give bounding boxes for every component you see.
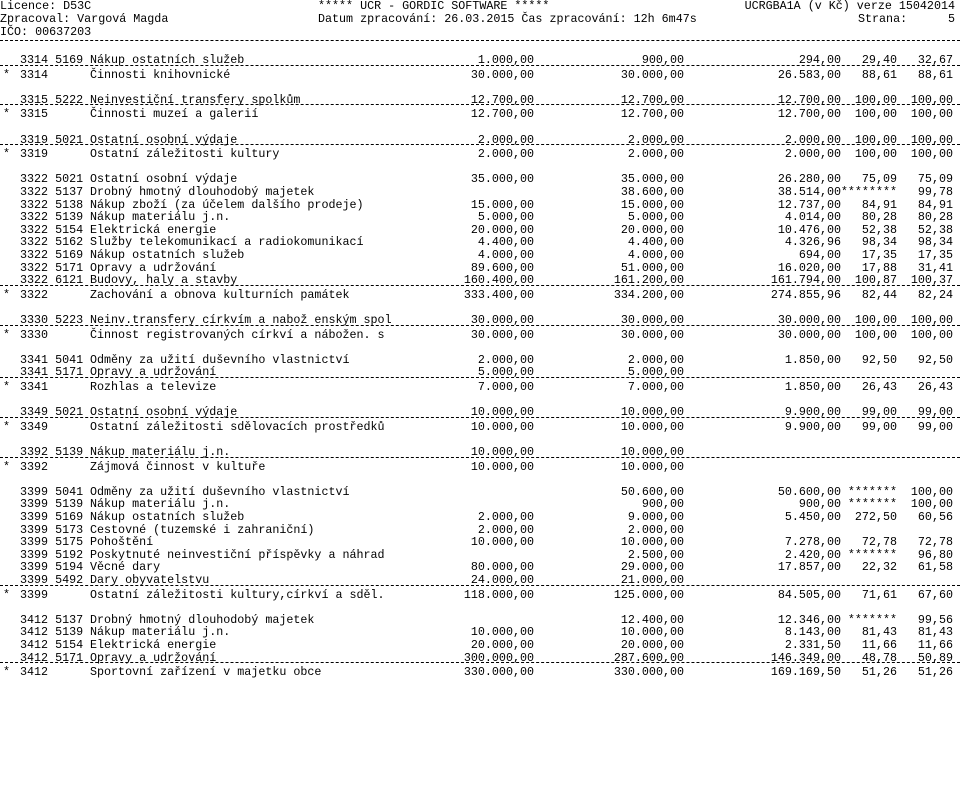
row-description: Zachování a obnova kulturních památek (90, 287, 350, 302)
adjusted-budget: 2.000,00 (627, 147, 684, 162)
row-code: 3412 5139 (20, 625, 84, 640)
approved-budget: 1.000,00 (477, 53, 534, 67)
approved-budget: 35.000,00 (470, 172, 534, 187)
row-description: Ostatní osobní výdaje (90, 405, 238, 420)
row-description: Ostatní osobní výdaje (90, 132, 238, 147)
percent-of-adjusted: 72,78 (917, 535, 953, 550)
percent-of-approved: 11,66 (861, 638, 897, 652)
actual-spending: 2.000,00 (784, 147, 841, 162)
percent-of-adjusted: 99,00 (917, 419, 953, 434)
row-description: Dary obyvatelstvu (90, 573, 210, 587)
actual-spending: 9.900,00 (784, 405, 841, 420)
approved-budget: 10.000,00 (470, 535, 534, 550)
percent-of-adjusted: 99,78 (917, 185, 953, 199)
percent-of-approved: 17,88 (861, 260, 897, 275)
percent-of-approved: 100,00 (854, 92, 897, 107)
percent-of-adjusted: 100,00 (910, 484, 953, 499)
percent-of-adjusted: 32,67 (917, 53, 953, 67)
summary-marker: * (3, 327, 11, 342)
adjusted-budget: 29.000,00 (620, 560, 684, 575)
row-code: 3412 5137 (20, 612, 84, 627)
percent-of-adjusted: 51,26 (917, 665, 953, 680)
row-code: 3399 5192 (20, 547, 84, 562)
row-description: Neinvestiční transfery spolkům (90, 92, 301, 107)
row-code: 3322 5169 (20, 248, 84, 262)
actual-spending: 26.280,00 (777, 172, 841, 187)
approved-budget: 12.700,00 (470, 92, 534, 107)
row-description: Drobný hmotný dlouhodobý majetek (90, 185, 315, 199)
percent-of-adjusted: 60,56 (917, 510, 953, 524)
approved-budget: 10.000,00 (470, 419, 534, 434)
row-code: 3322 5021 (20, 172, 84, 187)
row-description: Sportovní zařízení v majetku obce (90, 665, 322, 680)
summary-row (0, 381, 960, 394)
percent-of-approved: 98,34 (861, 235, 897, 250)
report-version: UCRGBA1A (v Kč) verze 15042014 (744, 0, 955, 13)
group-separator (0, 65, 960, 66)
approved-budget: 5.000,00 (477, 365, 534, 380)
approved-budget: 10.000,00 (470, 459, 534, 474)
percent-of-approved: ******** (840, 185, 897, 199)
actual-spending: 294,00 (798, 53, 841, 67)
row-code: 3319 (20, 147, 49, 162)
percent-of-adjusted: 100,00 (910, 107, 953, 122)
approved-budget: 4.400,00 (477, 235, 534, 250)
row-description: Opravy a udržování (90, 650, 217, 665)
group-separator (0, 585, 960, 586)
approved-budget: 20.000,00 (470, 638, 534, 652)
group-separator (0, 104, 960, 105)
percent-of-adjusted: 50,89 (917, 650, 953, 665)
approved-budget: 4.000,00 (477, 248, 534, 262)
percent-of-approved: ******* (847, 547, 897, 562)
adjusted-budget: 9.000,00 (627, 510, 684, 524)
row-description: Elektrická energie (90, 222, 217, 237)
approved-budget: 2.000,00 (477, 147, 534, 162)
adjusted-budget: 2.000,00 (627, 352, 684, 367)
adjusted-budget: 161.200,00 (613, 273, 684, 288)
actual-spending: 17.857,00 (777, 560, 841, 575)
percent-of-adjusted: 84,91 (917, 197, 953, 212)
adjusted-budget: 10.000,00 (620, 405, 684, 420)
percent-of-approved: 80,28 (861, 210, 897, 225)
actual-spending: 30.000,00 (777, 327, 841, 342)
approved-budget: 330.000,00 (463, 665, 534, 680)
actual-spending: 900,00 (798, 497, 841, 512)
row-code: 3319 5021 (20, 132, 84, 147)
percent-of-approved: 99,00 (861, 419, 897, 434)
percent-of-approved: 100,00 (854, 327, 897, 342)
adjusted-budget: 21.000,00 (620, 573, 684, 587)
row-description: Elektrická energie (90, 638, 217, 652)
approved-budget: 30.000,00 (470, 327, 534, 342)
row-code: 3322 5162 (20, 235, 84, 250)
row-description: Ostatní osobní výdaje (90, 172, 238, 187)
adjusted-budget: 30.000,00 (620, 327, 684, 342)
summary-row (0, 589, 960, 602)
row-code: 3341 (20, 380, 49, 394)
row-code: 3412 (20, 665, 49, 680)
adjusted-budget: 50.600,00 (620, 484, 684, 499)
approved-budget: 30.000,00 (470, 313, 534, 327)
row-code: 3399 5169 (20, 510, 84, 524)
row-code: 3315 (20, 107, 49, 122)
percent-of-adjusted: 17,35 (917, 248, 953, 262)
adjusted-budget: 12.400,00 (620, 612, 684, 627)
adjusted-budget: 5.000,00 (627, 365, 684, 380)
summary-marker: * (3, 380, 11, 394)
actual-spending: 8.143,00 (784, 625, 841, 640)
group-separator (0, 377, 960, 378)
adjusted-budget: 15.000,00 (620, 197, 684, 212)
percent-of-approved: ******* (847, 612, 897, 627)
approved-budget: 300.000,00 (463, 650, 534, 665)
percent-of-adjusted: 67,60 (917, 587, 953, 602)
approved-budget: 2.000,00 (477, 352, 534, 367)
row-code: 3322 (20, 287, 49, 302)
percent-of-approved: 51,26 (861, 665, 897, 680)
actual-spending: 38.514,00 (777, 185, 841, 199)
row-description: Cestovné (tuzemské i zahraniční) (90, 522, 315, 537)
actual-spending: 146.349,00 (770, 650, 841, 665)
percent-of-adjusted: 99,00 (917, 405, 953, 420)
row-code: 3399 5194 (20, 560, 84, 575)
summary-marker: * (3, 287, 11, 302)
summary-marker: * (3, 587, 11, 602)
header-line-3 (0, 26, 960, 39)
adjusted-budget: 900,00 (641, 497, 684, 512)
adjusted-budget: 900,00 (641, 53, 684, 67)
row-description: Věcné dary (90, 560, 161, 575)
row-code: 3315 5222 (20, 92, 84, 107)
approved-budget: 20.000,00 (470, 222, 534, 237)
percent-of-adjusted: 82,24 (917, 287, 953, 302)
approved-budget: 80.000,00 (470, 560, 534, 575)
actual-spending: 4.014,00 (784, 210, 841, 225)
row-code: 3322 5137 (20, 185, 84, 199)
percent-of-approved: 100,00 (854, 313, 897, 327)
licence-label: Licence: D53C (0, 0, 92, 13)
approved-budget: 12.700,00 (470, 107, 534, 122)
software-title: ***** UCR - GORDIC SOFTWARE ***** (318, 0, 550, 13)
percent-of-adjusted: 80,28 (917, 210, 953, 225)
percent-of-approved: 52,38 (861, 222, 897, 237)
approved-budget: 10.000,00 (470, 445, 534, 459)
percent-of-approved: 84,91 (861, 197, 897, 212)
adjusted-budget: 20.000,00 (620, 222, 684, 237)
row-description: Nákup materiálu j.n. (90, 210, 231, 225)
adjusted-budget: 10.000,00 (620, 445, 684, 459)
adjusted-budget: 20.000,00 (620, 638, 684, 652)
percent-of-adjusted: 100,00 (910, 132, 953, 147)
row-code: 3314 (20, 67, 49, 82)
row-description: Rozhlas a televize (90, 380, 217, 394)
group-separator (0, 662, 960, 663)
actual-spending: 12.700,00 (777, 107, 841, 122)
actual-spending: 26.583,00 (777, 67, 841, 82)
adjusted-budget: 5.000,00 (627, 210, 684, 225)
summary-row (0, 666, 960, 679)
row-code: 3399 5175 (20, 535, 84, 550)
row-code: 3322 5139 (20, 210, 84, 225)
actual-spending: 2.420,00 (784, 547, 841, 562)
row-description: Nákup materiálu j.n. (90, 445, 231, 459)
summary-marker: * (3, 67, 11, 82)
percent-of-adjusted: 75,09 (917, 172, 953, 187)
percent-of-adjusted: 100,00 (910, 147, 953, 162)
group-separator (0, 325, 960, 326)
row-code: 3399 5173 (20, 522, 84, 537)
adjusted-budget: 4.000,00 (627, 248, 684, 262)
actual-spending: 161.794,00 (770, 273, 841, 288)
row-description: Odměny za užití duševního vlastnictví (90, 352, 350, 367)
row-code: 3392 5139 (20, 445, 84, 459)
adjusted-budget: 4.400,00 (627, 235, 684, 250)
actual-spending: 1.850,00 (784, 352, 841, 367)
adjusted-budget: 10.000,00 (620, 535, 684, 550)
adjusted-budget: 2.000,00 (627, 132, 684, 147)
percent-of-approved: 17,35 (861, 248, 897, 262)
approved-budget: 2.000,00 (477, 510, 534, 524)
actual-spending: 4.326,96 (784, 235, 841, 250)
row-code: 3330 5223 (20, 313, 84, 327)
percent-of-approved: 100,00 (854, 132, 897, 147)
percent-of-approved: ******* (847, 497, 897, 512)
actual-spending: 30.000,00 (777, 313, 841, 327)
actual-spending: 12.700,00 (777, 92, 841, 107)
percent-of-approved: 92,50 (861, 352, 897, 367)
row-description: Opravy a udržování (90, 260, 217, 275)
percent-of-adjusted: 92,50 (917, 352, 953, 367)
adjusted-budget: 30.000,00 (620, 67, 684, 82)
percent-of-adjusted: 11,66 (917, 638, 953, 652)
actual-spending: 2.331,50 (784, 638, 841, 652)
percent-of-approved: 48,78 (861, 650, 897, 665)
adjusted-budget: 10.000,00 (620, 419, 684, 434)
adjusted-budget: 30.000,00 (620, 313, 684, 327)
row-description: Drobný hmotný dlouhodobý majetek (90, 612, 315, 627)
row-code: 3349 (20, 419, 49, 434)
actual-spending: 694,00 (798, 248, 841, 262)
row-code: 3399 5041 (20, 484, 84, 499)
row-description: Nákup ostatních služeb (90, 53, 245, 67)
row-description: Neinv.transfery církvím a nabož enským spol (90, 313, 392, 327)
processing-datetime: Datum zpracování: 26.03.2015 Čas zpracování: 12h 6m47s (318, 12, 697, 26)
actual-spending: 12.346,00 (777, 612, 841, 627)
summary-row (0, 329, 960, 342)
group-separator (0, 144, 960, 145)
row-description: Odměny za užití duševního vlastnictví (90, 484, 350, 499)
percent-of-adjusted: 100,00 (910, 92, 953, 107)
group-separator (0, 285, 960, 286)
row-description: Služby telekomunikací a radiokomunikací (90, 235, 364, 250)
actual-spending: 2.000,00 (784, 132, 841, 147)
approved-budget: 333.400,00 (463, 287, 534, 302)
row-description: Nákup ostatních služeb (90, 510, 245, 524)
percent-of-approved: 72,78 (861, 535, 897, 550)
percent-of-approved: 100,87 (854, 273, 897, 288)
header-separator (0, 40, 960, 41)
row-code: 3399 (20, 587, 49, 602)
adjusted-budget: 38.600,00 (620, 185, 684, 199)
page-number: 5 (947, 12, 955, 26)
actual-spending: 84.505,00 (777, 587, 841, 602)
adjusted-budget: 7.000,00 (627, 380, 684, 394)
actual-spending: 10.476,00 (777, 222, 841, 237)
summary-row (0, 148, 960, 161)
row-description: Činnosti muzeí a galerií (90, 107, 259, 122)
percent-of-adjusted: 26,43 (917, 380, 953, 394)
percent-of-approved: 26,43 (861, 380, 897, 394)
row-code: 3392 (20, 459, 49, 474)
row-description: Budovy, haly a stavby (90, 273, 238, 288)
row-description: Ostatní záležitosti sdělovacích prostředků (90, 419, 385, 434)
summary-row (0, 421, 960, 434)
percent-of-adjusted: 99,56 (917, 612, 953, 627)
header-line-2 (0, 13, 960, 26)
percent-of-adjusted: 100,00 (910, 497, 953, 512)
report-header (0, 0, 960, 39)
summary-marker: * (3, 147, 11, 162)
actual-spending: 5.450,00 (784, 510, 841, 524)
percent-of-adjusted: 52,38 (917, 222, 953, 237)
approved-budget: 10.000,00 (470, 405, 534, 420)
summary-marker: * (3, 107, 11, 122)
group-separator (0, 417, 960, 418)
approved-budget: 5.000,00 (477, 210, 534, 225)
adjusted-budget: 2.500,00 (627, 547, 684, 562)
percent-of-approved: 71,61 (861, 587, 897, 602)
row-code: 3322 5154 (20, 222, 84, 237)
row-code: 3322 6121 (20, 273, 84, 288)
row-description: Ostatní záležitosti kultury,církví a sděl. (90, 587, 385, 602)
approved-budget: 10.000,00 (470, 625, 534, 640)
row-code: 3399 5492 (20, 573, 84, 587)
approved-budget: 7.000,00 (477, 380, 534, 394)
actual-spending: 50.600,00 (777, 484, 841, 499)
approved-budget: 89.600,00 (470, 260, 534, 275)
percent-of-adjusted: 81,43 (917, 625, 953, 640)
group-separator (0, 457, 960, 458)
adjusted-budget: 12.700,00 (620, 107, 684, 122)
row-code: 3330 (20, 327, 49, 342)
percent-of-approved: 88,61 (861, 67, 897, 82)
summary-row (0, 69, 960, 82)
row-description: Nákup materiálu j.n. (90, 497, 231, 512)
row-description: Poskytnuté neinvestiční příspěvky a náhrad (90, 547, 385, 562)
percent-of-adjusted: 98,34 (917, 235, 953, 250)
row-code: 3399 5139 (20, 497, 84, 512)
approved-budget: 2.000,00 (477, 132, 534, 147)
summary-marker: * (3, 419, 11, 434)
row-description: Nákup zboží (za účelem dalšího prodeje) (90, 197, 364, 212)
summary-row (0, 461, 960, 474)
percent-of-approved: 81,43 (861, 625, 897, 640)
row-code: 3349 5021 (20, 405, 84, 420)
processed-by: Zpracoval: Vargová Magda (0, 12, 169, 26)
adjusted-budget: 2.000,00 (627, 522, 684, 537)
row-description: Činnost registrovaných církví a nábožen. s (90, 327, 385, 342)
adjusted-budget: 10.000,00 (620, 459, 684, 474)
percent-of-approved: 82,44 (861, 287, 897, 302)
percent-of-adjusted: 100,37 (910, 273, 953, 288)
row-code: 3322 5138 (20, 197, 84, 212)
percent-of-approved: 99,00 (861, 405, 897, 420)
actual-spending: 7.278,00 (784, 535, 841, 550)
summary-row (0, 108, 960, 121)
row-description: Nákup ostatních služeb (90, 248, 245, 262)
company-id: IČO: 00637203 (0, 25, 92, 39)
actual-spending: 274.855,96 (770, 287, 841, 302)
row-code: 3341 5041 (20, 352, 84, 367)
percent-of-adjusted: 88,61 (917, 67, 953, 82)
approved-budget: 15.000,00 (470, 197, 534, 212)
actual-spending: 169.169,50 (770, 665, 841, 680)
summary-row (0, 289, 960, 302)
percent-of-approved: 272,50 (854, 510, 897, 524)
row-description: Zájmová činnost v kultuře (90, 459, 266, 474)
adjusted-budget: 334.200,00 (613, 287, 684, 302)
row-code: 3314 5169 (20, 53, 84, 67)
percent-of-adjusted: 100,00 (910, 327, 953, 342)
actual-spending: 1.850,00 (784, 380, 841, 394)
percent-of-approved: 100,00 (854, 107, 897, 122)
adjusted-budget: 287.600,00 (613, 650, 684, 665)
adjusted-budget: 125.000,00 (613, 587, 684, 602)
actual-spending: 9.900,00 (784, 419, 841, 434)
percent-of-approved: 22,32 (861, 560, 897, 575)
row-description: Pohoštění (90, 535, 154, 550)
percent-of-approved: 75,09 (861, 172, 897, 187)
adjusted-budget: 51.000,00 (620, 260, 684, 275)
percent-of-approved: 29,40 (861, 53, 897, 67)
adjusted-budget: 10.000,00 (620, 625, 684, 640)
page-label: Strana: (858, 12, 908, 26)
row-description: Nákup materiálu j.n. (90, 625, 231, 640)
row-code: 3412 5171 (20, 650, 84, 665)
adjusted-budget: 330.000,00 (613, 665, 684, 680)
percent-of-adjusted: 61,58 (917, 560, 953, 575)
approved-budget: 24.000,00 (470, 573, 534, 587)
row-description: Opravy a udržování (90, 365, 217, 380)
row-description: Činnosti knihovnické (90, 67, 231, 82)
summary-marker: * (3, 459, 11, 474)
actual-spending: 16.020,00 (777, 260, 841, 275)
percent-of-approved: ******* (847, 484, 897, 499)
percent-of-adjusted: 31,41 (917, 260, 953, 275)
percent-of-adjusted: 100,00 (910, 313, 953, 327)
approved-budget: 30.000,00 (470, 67, 534, 82)
row-description: Ostatní záležitosti kultury (90, 147, 280, 162)
actual-spending: 12.737,00 (777, 197, 841, 212)
adjusted-budget: 35.000,00 (620, 172, 684, 187)
row-code: 3412 5154 (20, 638, 84, 652)
row-code: 3322 5171 (20, 260, 84, 275)
approved-budget: 160.400,00 (463, 273, 534, 288)
approved-budget: 118.000,00 (463, 587, 534, 602)
percent-of-adjusted: 96,80 (917, 547, 953, 562)
row-code: 3341 5171 (20, 365, 84, 380)
adjusted-budget: 12.700,00 (620, 92, 684, 107)
approved-budget: 2.000,00 (477, 522, 534, 537)
percent-of-approved: 100,00 (854, 147, 897, 162)
summary-marker: * (3, 665, 11, 680)
